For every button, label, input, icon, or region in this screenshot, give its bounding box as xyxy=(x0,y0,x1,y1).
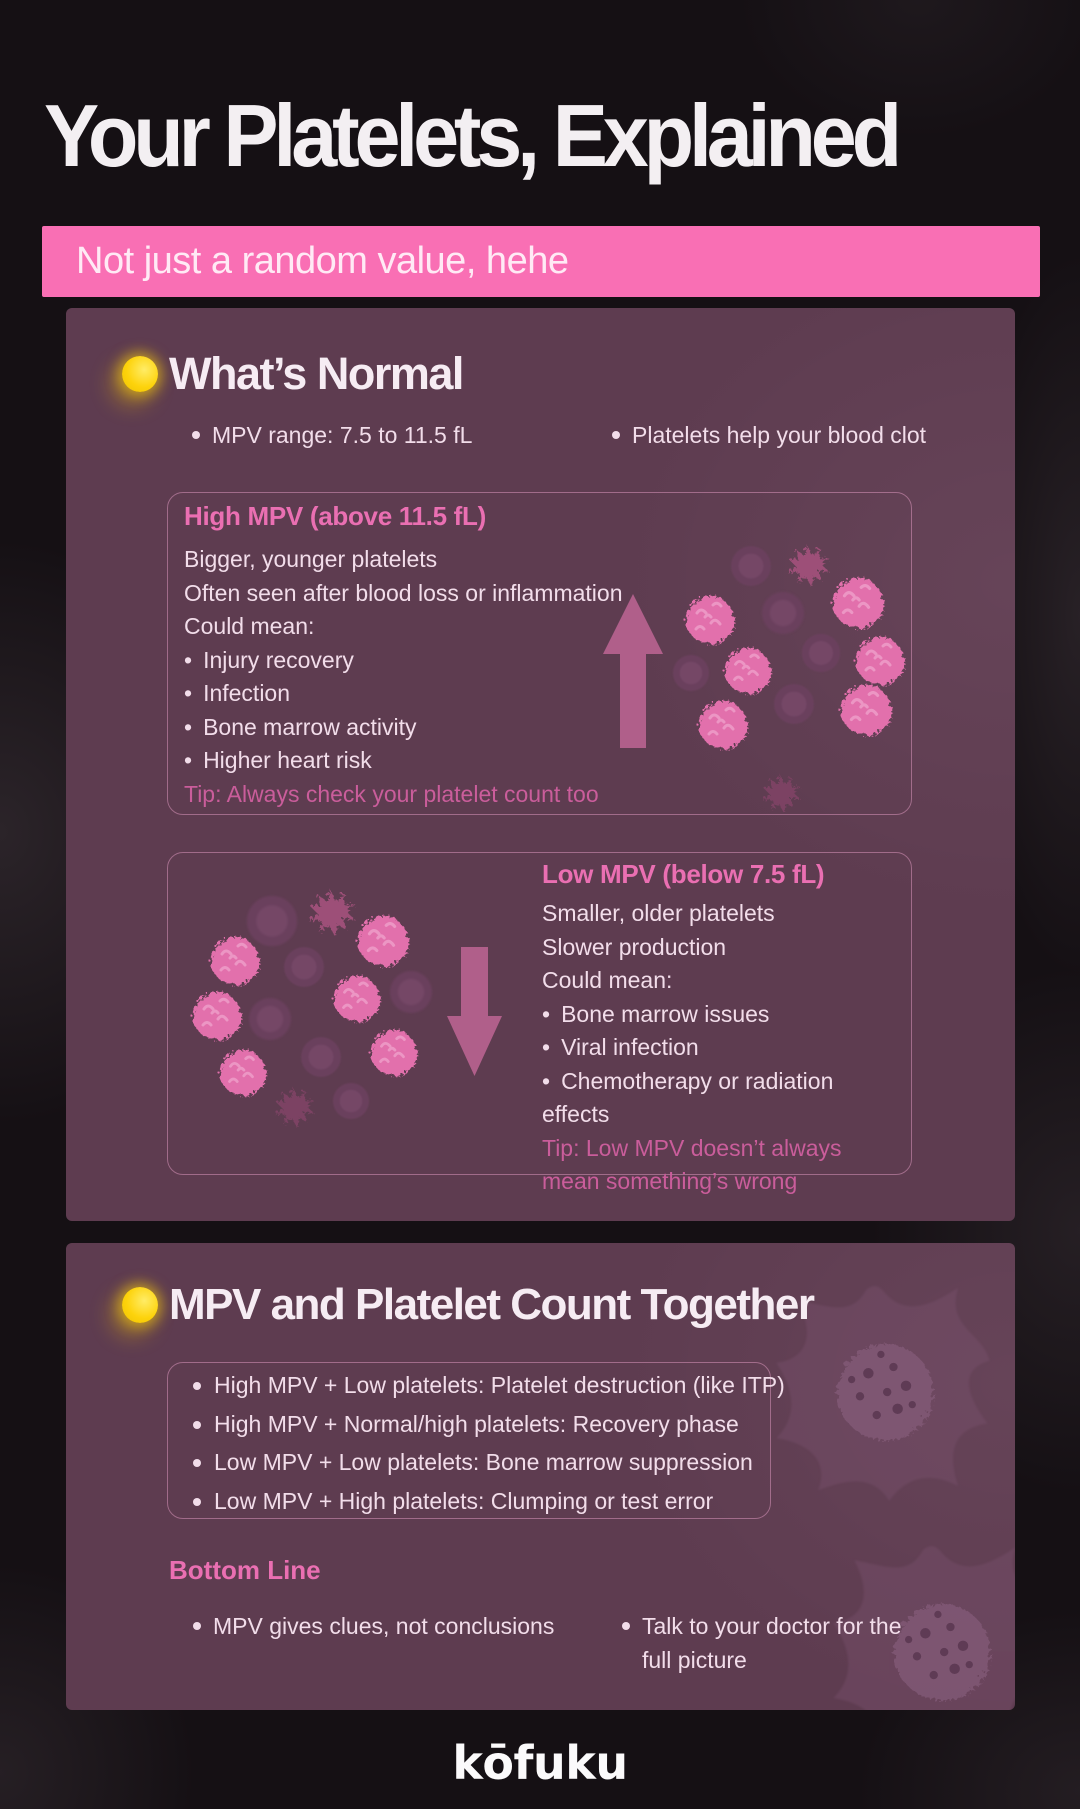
platelet-icon xyxy=(831,576,881,626)
tip-text: Tip: Always check your platelet count too xyxy=(184,780,599,807)
low-mpv-text xyxy=(542,897,904,1199)
platelet-icon xyxy=(284,947,324,987)
platelet-icon xyxy=(247,896,297,946)
infographic-title: Your Platelets, Explained xyxy=(44,86,897,185)
platelet-icon xyxy=(723,646,769,692)
whats-normal-card xyxy=(66,308,1015,1221)
panel-bullet: • Bone marrow activity xyxy=(184,711,629,745)
platelet-icon xyxy=(802,634,840,672)
platelet-icon xyxy=(839,683,889,733)
subtitle-text: Not just a random value, hehe xyxy=(76,240,569,282)
subtitle-banner xyxy=(42,226,1040,297)
panel-bullet: • Infection xyxy=(184,677,629,711)
down-arrow-icon xyxy=(447,947,502,1076)
high-mpv-text xyxy=(184,543,629,811)
together-heading: MPV and Platelet Count Together xyxy=(169,1280,814,1329)
platelet-icon xyxy=(369,1028,415,1074)
low-mpv-panel xyxy=(167,852,912,1194)
panel-line: Often seen after blood loss or inflammation xyxy=(184,579,623,606)
activated-platelet-icon xyxy=(786,544,827,585)
combo-rules-box xyxy=(167,1362,785,1519)
bottom-fact-clues: MPV gives clues, not conclusions xyxy=(193,1609,554,1643)
platelet-icon xyxy=(191,990,239,1038)
platelet-icon xyxy=(854,635,902,683)
low-mpv-heading: Low MPV (below 7.5 fL) xyxy=(542,859,825,889)
up-arrow-icon xyxy=(603,594,663,748)
fact-item-clot: Platelets help your blood clot xyxy=(612,418,926,452)
combo-rule: High MPV + Normal/high platelets: Recovery phase xyxy=(168,1405,770,1444)
activated-platelet-icon xyxy=(273,1087,313,1127)
panel-bullet: • Injury recovery xyxy=(184,644,629,678)
bottom-fact-doctor: Talk to your doctor for the full picture xyxy=(622,1609,927,1677)
platelet-icon xyxy=(762,592,804,634)
combo-rule: Low MPV + High platelets: Clumping or test error xyxy=(168,1482,770,1521)
panel-line: Smaller, older platelets xyxy=(542,900,775,926)
platelet-icon xyxy=(332,974,378,1020)
fact-item-mpv-range: MPV range: 7.5 to 11.5 fL xyxy=(192,418,472,452)
activated-platelet-icon xyxy=(307,888,353,934)
platelet-icon xyxy=(301,1037,341,1077)
section-dot-icon xyxy=(122,356,158,392)
activated-platelet-icon xyxy=(761,773,799,811)
high-mpv-heading: High MPV (above 11.5 fL) xyxy=(184,501,486,531)
platelet-cluster-down-illustration xyxy=(184,881,514,1171)
panel-line: Could mean: xyxy=(184,613,315,639)
high-mpv-panel xyxy=(167,492,912,815)
panel-line: Slower production xyxy=(542,933,727,960)
section-dot-icon xyxy=(122,1287,158,1323)
panel-bullet: • Chemotherapy or radiation effects xyxy=(542,1065,904,1132)
tip-text: Tip: Low MPV doesn’t always mean something’s wrong xyxy=(542,1134,842,1194)
platelet-icon xyxy=(673,655,709,691)
platelet-icon xyxy=(684,594,732,642)
mpv-count-card xyxy=(66,1243,1015,1710)
panel-bullet: • Bone marrow issues xyxy=(542,998,904,1032)
platelet-icon xyxy=(774,684,814,724)
platelet-cluster-up-illustration xyxy=(588,533,908,815)
panel-bullet: • Viral infection xyxy=(542,1031,904,1065)
panel-line: Could mean: xyxy=(542,967,673,993)
whats-normal-heading: What’s Normal xyxy=(169,348,463,399)
kofuku-logo: kōfuku xyxy=(452,1736,628,1790)
platelet-icon xyxy=(333,1083,369,1119)
platelet-icon xyxy=(356,914,406,964)
panel-line: Bigger, younger platelets xyxy=(184,546,438,572)
combo-rule: High MPV + Low platelets: Platelet destruction (like ITP) xyxy=(168,1366,770,1405)
combo-rule: Low MPV + Low platelets: Bone marrow suppression xyxy=(168,1443,770,1482)
platelet-icon xyxy=(697,699,745,747)
platelet-icon xyxy=(249,998,291,1040)
bottom-line-heading: Bottom Line xyxy=(169,1555,321,1585)
panel-bullet: • Higher heart risk xyxy=(184,744,629,778)
platelet-icon xyxy=(731,546,771,586)
platelet-icon xyxy=(390,971,432,1013)
platelet-icon xyxy=(209,935,257,983)
platelet-icon xyxy=(218,1048,264,1094)
